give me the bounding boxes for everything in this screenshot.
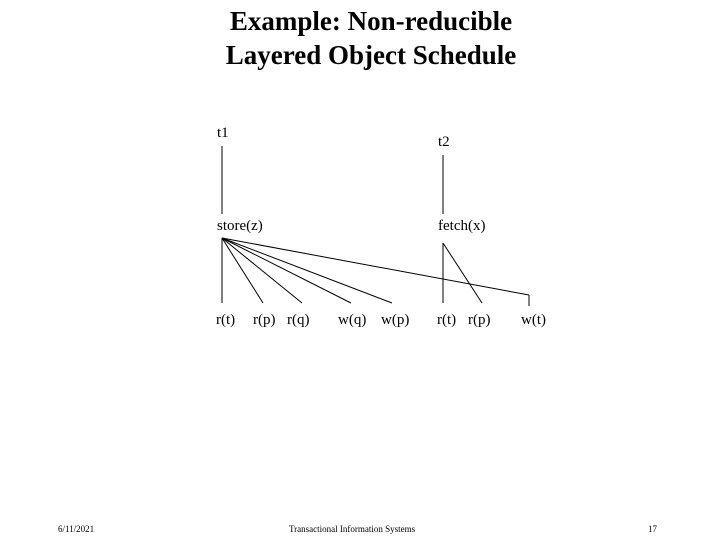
footer-page-number: 17 xyxy=(648,524,657,534)
leaf-r-t-2: r(t) xyxy=(437,312,457,328)
slide-title-line-2: Layered Object Schedule xyxy=(225,40,517,70)
edge-store-r-q xyxy=(222,238,302,303)
leaf-r-p-1: r(p) xyxy=(253,312,276,328)
transaction-t1: t1 xyxy=(217,125,229,141)
leaf-w-t: w(t) xyxy=(521,312,546,328)
operation-fetch: fetch(x) xyxy=(438,218,486,234)
footer-date: 6/11/2021 xyxy=(58,524,95,534)
footer-course-title: Transactional Information Systems xyxy=(289,524,416,534)
edge-store-w-p xyxy=(222,238,392,303)
slide-title-line-1: Example: Non-reducible xyxy=(229,6,513,36)
leaf-w-p: w(p) xyxy=(381,312,410,328)
edge-store-w-t xyxy=(222,238,529,295)
leaf-r-q: r(q) xyxy=(287,312,310,328)
edge-store-r-p-1 xyxy=(222,238,263,303)
leaf-w-q: w(q) xyxy=(338,312,367,328)
transaction-t2: t2 xyxy=(438,134,450,150)
operation-store: store(z) xyxy=(217,218,263,234)
edge-store-w-q xyxy=(222,238,351,303)
leaf-r-t-1: r(t) xyxy=(216,312,236,328)
edge-fetch-r-p-2 xyxy=(443,243,482,303)
leaf-r-p-2: r(p) xyxy=(468,312,491,328)
